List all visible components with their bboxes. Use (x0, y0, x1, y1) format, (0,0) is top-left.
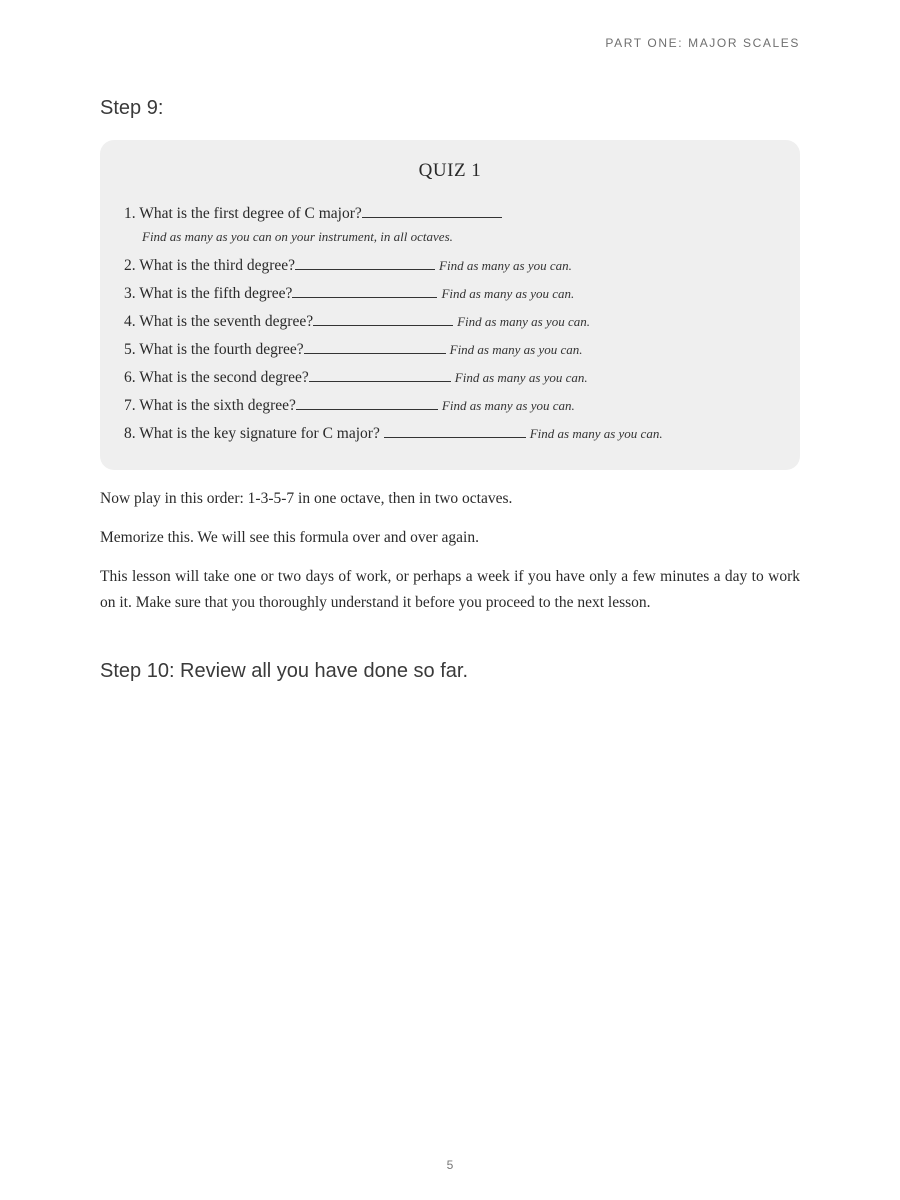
quiz-question: 6. What is the second degree? (124, 369, 309, 386)
quiz-item (124, 392, 663, 420)
page-number: 5 (446, 1158, 454, 1172)
quiz-box (100, 140, 800, 470)
quiz-hint: Find as many as you can. (454, 370, 588, 385)
body-paragraph: Now play in this order: 1-3-5-7 in one octave, then in two octaves. (100, 490, 513, 507)
running-header: PART ONE: MAJOR SCALES (605, 36, 800, 50)
quiz-item (124, 280, 663, 308)
quiz-hint: Find as many as you can. (441, 398, 575, 413)
answer-blank (304, 339, 446, 354)
body-paragraph: This lesson will take one or two days of work, or perhaps a week if you have only a few minutes a day to work on it. Make sure that you thoroughly understand it before you proceed to the next lesson. (100, 568, 800, 611)
answer-blank (296, 395, 438, 410)
quiz-list (124, 202, 663, 448)
quiz-question: 7. What is the sixth degree? (124, 397, 296, 414)
answer-blank (384, 423, 526, 438)
answer-blank (309, 367, 451, 382)
quiz-hint: Find as many as you can. (439, 258, 572, 273)
quiz-hint: Find as many as you can. (529, 426, 663, 441)
quiz-question: 1. What is the first degree of C major? (124, 205, 362, 222)
step-10-heading: Step 10: Review all you have done so far. (100, 660, 469, 682)
answer-blank (313, 311, 453, 326)
quiz-hint: Find as many as you can. (441, 286, 575, 301)
quiz-question: 4. What is the seventh degree? (124, 313, 314, 330)
quiz-item (124, 364, 663, 392)
answer-blank (292, 283, 437, 298)
quiz-question: 2. What is the third degree? (124, 257, 296, 274)
quiz-title: QUIZ 1 (418, 160, 482, 181)
quiz-hint: Find as many as you can. (449, 342, 583, 357)
quiz-hint: Find as many as you can. (457, 314, 590, 329)
quiz-question: 5. What is the fourth degree? (124, 341, 304, 358)
quiz-item (124, 202, 663, 226)
quiz-item (124, 336, 663, 364)
quiz-question: 3. What is the fifth degree? (124, 285, 293, 302)
quiz-question: 8. What is the key signature for C major? (124, 425, 384, 442)
answer-blank (295, 255, 435, 270)
body-paragraph: Memorize this. We will see this formula over and over again. (100, 529, 479, 546)
answer-blank (362, 203, 502, 218)
quiz-hint: Find as many as you can on your instrument, in all octaves. (142, 229, 453, 244)
step-9-heading: Step 9: (100, 97, 164, 119)
quiz-item (124, 252, 663, 280)
quiz-item (124, 420, 663, 448)
quiz-item (124, 308, 663, 336)
